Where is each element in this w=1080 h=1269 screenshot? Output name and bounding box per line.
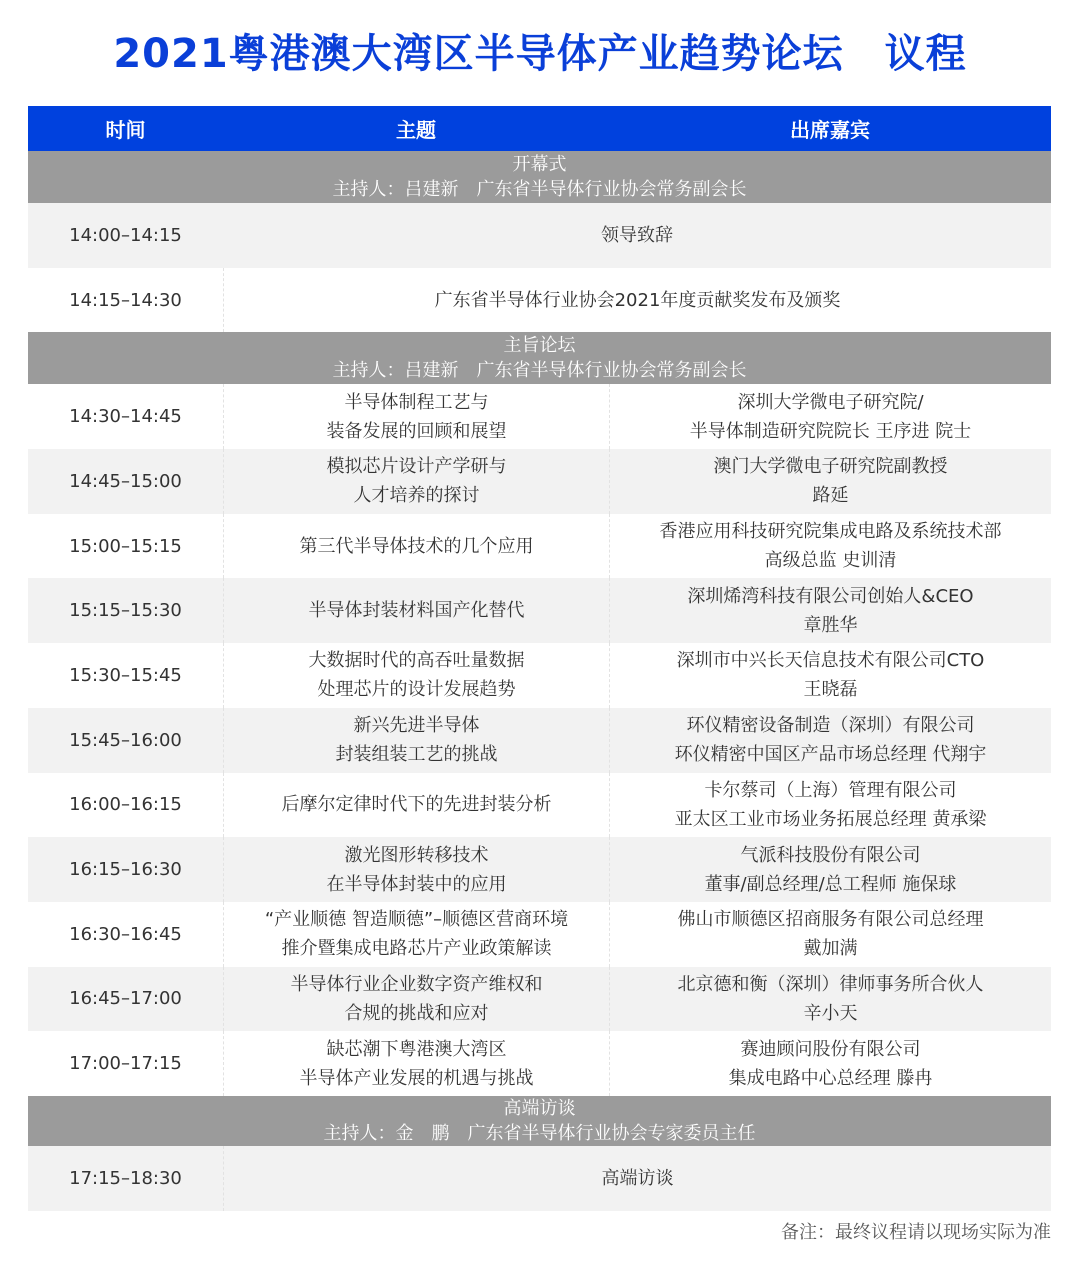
section-header <box>28 1096 1051 1146</box>
speaker-cell <box>609 449 1051 514</box>
table-row <box>28 708 1051 773</box>
table-header <box>28 106 1051 151</box>
section-header <box>28 332 1051 384</box>
speaker-cell <box>609 837 1051 902</box>
topic-cell <box>223 384 609 449</box>
speaker-cell <box>609 578 1051 643</box>
topic-line: 推介暨集成电路芯片产业政策解读 <box>281 938 552 960</box>
section-name: 主旨论坛 <box>503 335 576 357</box>
time-cell: 15:30–15:45 <box>69 664 182 686</box>
speaker-line: 路延 <box>812 485 849 507</box>
table-row <box>28 514 1051 579</box>
speaker-line: 赛迪顾问股份有限公司 <box>740 1038 921 1060</box>
topic-cell <box>223 837 609 902</box>
table-row <box>28 203 1051 268</box>
time-cell: 16:15–16:30 <box>69 859 182 881</box>
topic-line: “产业顺德 智造顺德”–顺德区营商环境 <box>264 909 569 931</box>
time-cell: 15:45–16:00 <box>69 729 182 751</box>
section-header <box>28 151 1051 203</box>
table-row <box>28 384 1051 449</box>
speaker-line: 亚太区工业市场业务拓展总经理 黄承梁 <box>674 808 987 830</box>
table-row <box>28 902 1051 967</box>
topic-line: 第三代半导体技术的几个应用 <box>299 535 534 557</box>
section-name: 高端访谈 <box>503 1097 576 1119</box>
table-row <box>28 268 1051 333</box>
topic-line: 激光图形转移技术 <box>344 844 489 866</box>
time-cell: 14:15–14:30 <box>69 289 182 311</box>
section-host: 主持人：金 鹏 广东省半导体行业协会专家委员主任 <box>323 1122 756 1144</box>
speaker-line: 章胜华 <box>803 614 858 636</box>
topic-line: 大数据时代的高吞吐量数据 <box>308 650 525 672</box>
table-row <box>28 449 1051 514</box>
table-row <box>28 967 1051 1032</box>
topic-line: 封装组装工艺的挑战 <box>335 744 498 766</box>
section-host: 主持人：吕建新 广东省半导体行业协会常务副会长 <box>332 179 747 200</box>
table-row <box>28 578 1051 643</box>
topic-line: 半导体行业企业数字资产维权和 <box>290 973 543 995</box>
content-cell: 广东省半导体行业协会2021年度贡献奖发布及颁奖 <box>223 268 1051 333</box>
topic-line: 后摩尔定律时代下的先进封装分析 <box>281 794 552 816</box>
header-time: 时间 <box>105 118 146 142</box>
content-cell: 高端访谈 <box>223 1146 1051 1211</box>
section-name: 开幕式 <box>512 154 567 175</box>
speaker-cell <box>609 643 1051 708</box>
time-cell: 14:45–15:00 <box>69 470 182 492</box>
time-cell: 15:00–15:15 <box>69 535 182 557</box>
speaker-line: 环仪精密中国区产品市场总经理 代翔宇 <box>674 744 987 766</box>
page-title: 2021粤港澳大湾区半导体产业趋势论坛 议程 <box>113 31 967 77</box>
content-cell: 领导致辞 <box>601 224 673 246</box>
topic-line: 人才培养的探讨 <box>353 485 480 507</box>
section-host: 主持人：吕建新 广东省半导体行业协会常务副会长 <box>332 360 747 382</box>
speaker-line: 深圳大学微电子研究院/ <box>737 391 924 413</box>
topic-cell <box>223 449 609 514</box>
topic-cell <box>223 1031 609 1096</box>
time-cell: 17:00–17:15 <box>69 1053 182 1075</box>
speaker-line: 深圳烯湾科技有限公司创始人&CEO <box>687 585 974 607</box>
time-cell: 14:00–14:15 <box>69 224 182 246</box>
topic-line: 合规的挑战和应对 <box>344 1002 489 1024</box>
speaker-cell <box>609 902 1051 967</box>
topic-line: 装备发展的回顾和展望 <box>326 420 507 442</box>
time-cell: 17:15–18:30 <box>69 1167 182 1189</box>
table-row <box>28 1146 1051 1211</box>
speaker-line: 辛小天 <box>803 1002 858 1024</box>
speaker-line: 高级总监 史训清 <box>764 550 897 572</box>
topic-cell <box>223 643 609 708</box>
agenda-table <box>28 106 1051 1211</box>
topic-line: 半导体封装材料国产化替代 <box>308 600 525 622</box>
time-cell: 16:00–16:15 <box>69 794 182 816</box>
time-cell: 15:15–15:30 <box>69 600 182 622</box>
header-topic: 主题 <box>396 118 436 142</box>
speaker-cell <box>609 1031 1051 1096</box>
topic-line: 新兴先进半导体 <box>353 715 480 737</box>
speaker-line: 北京德和衡（深圳）律师事务所合伙人 <box>677 973 984 995</box>
time-cell: 16:30–16:45 <box>69 923 182 945</box>
topic-line: 处理芯片的设计发展趋势 <box>317 679 516 701</box>
speaker-cell <box>609 514 1051 579</box>
header-speaker: 出席嘉宾 <box>790 118 870 142</box>
topic-cell <box>223 578 609 643</box>
topic-cell <box>223 708 609 773</box>
speaker-line: 澳门大学微电子研究院副教授 <box>713 456 948 478</box>
topic-cell <box>223 514 609 579</box>
topic-cell <box>223 902 609 967</box>
topic-cell <box>223 967 609 1032</box>
speaker-cell <box>609 773 1051 838</box>
speaker-line: 王晓磊 <box>803 679 858 701</box>
topic-line: 缺芯潮下粤港澳大湾区 <box>326 1038 507 1060</box>
speaker-line: 气派科技股份有限公司 <box>740 844 921 866</box>
speaker-line: 董事/副总经理/总工程师 施保球 <box>704 873 957 895</box>
footnote: 备注：最终议程请以现场实际为准 <box>781 1222 1051 1243</box>
topic-cell <box>223 773 609 838</box>
table-row <box>28 837 1051 902</box>
speaker-line: 集成电路中心总经理 滕冉 <box>728 1067 933 1089</box>
speaker-line: 香港应用科技研究院集成电路及系统技术部 <box>659 521 1002 543</box>
topic-line: 模拟芯片设计产学研与 <box>326 456 507 478</box>
speaker-line: 戴加满 <box>803 938 858 960</box>
speaker-cell <box>609 384 1051 449</box>
speaker-line: 半导体制造研究院院长 王序进 院士 <box>689 420 972 442</box>
speaker-line: 环仪精密设备制造（深圳）有限公司 <box>686 715 975 737</box>
speaker-line: 深圳市中兴长天信息技术有限公司CTO <box>676 650 985 672</box>
table-row <box>28 773 1051 838</box>
time-cell: 16:45–17:00 <box>69 988 182 1010</box>
speaker-line: 卡尔蔡司（上海）管理有限公司 <box>704 779 957 801</box>
topic-line: 在半导体封装中的应用 <box>326 873 507 895</box>
table-row <box>28 643 1051 708</box>
speaker-cell <box>609 708 1051 773</box>
time-cell: 14:30–14:45 <box>69 406 182 428</box>
speaker-line: 佛山市顺德区招商服务有限公司总经理 <box>677 909 984 931</box>
table-row <box>28 1031 1051 1096</box>
topic-line: 半导体产业发展的机遇与挑战 <box>299 1067 534 1089</box>
topic-line: 半导体制程工艺与 <box>344 391 489 413</box>
speaker-cell <box>609 967 1051 1032</box>
